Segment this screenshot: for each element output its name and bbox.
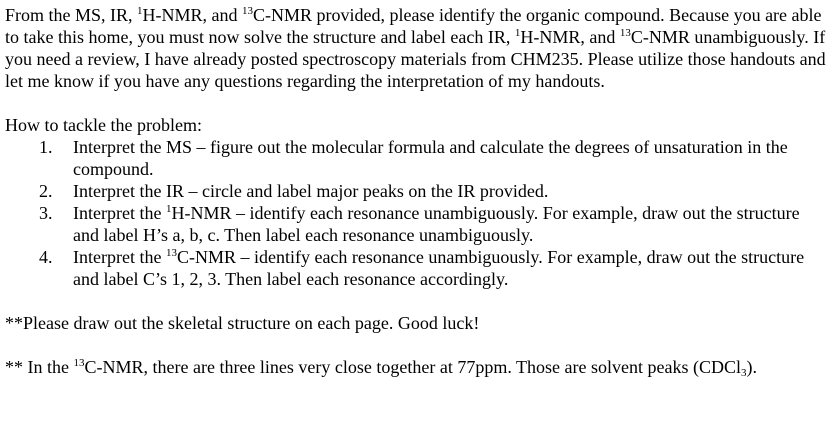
note-skeletal-structure: **Please draw out the skeletal structure on each page. Good luck! bbox=[5, 313, 480, 333]
steps-list bbox=[5, 136, 829, 290]
note2-text-2: C-NMR, there are three lines very close together at 77ppm. Those are solvent peaks (CDCl bbox=[84, 357, 741, 377]
step-item-1 bbox=[5, 136, 829, 180]
step-text: Interpret the IR – circle and label major peaks on the IR provided. bbox=[73, 181, 549, 201]
intro-text-3: C-NMR provided, please identify the organic compound. Because you are able to take this home, you must now solve the structure and label each IR, bbox=[5, 5, 822, 47]
step-number: 1. bbox=[39, 137, 53, 157]
superscript-13: 13 bbox=[242, 5, 254, 17]
intro-text-4: H-NMR, and bbox=[520, 27, 620, 47]
note2-superscript: 13 bbox=[73, 357, 85, 369]
step-text: Interpret the MS – figure out the molecular formula and calculate the degrees of unsaturation in the compound. bbox=[73, 137, 788, 179]
step-superscript: 1 bbox=[165, 203, 172, 215]
intro-text-2: H-NMR, and bbox=[142, 5, 243, 25]
note2-text-3: ). bbox=[746, 357, 757, 377]
step-number: 3. bbox=[39, 203, 53, 223]
howto-title: How to tackle the problem: bbox=[5, 115, 202, 135]
step-number: 2. bbox=[39, 181, 53, 201]
step-item-2 bbox=[5, 180, 829, 202]
note-solvent-peaks bbox=[5, 356, 829, 378]
step-text-pre: Interpret the bbox=[73, 203, 166, 223]
step-text: H-NMR – identify each resonance unambiguously. For example, draw out the structure and label H’s a, b, c. Then label each resonance unambiguously. bbox=[73, 203, 800, 245]
superscript-1b: 1 bbox=[514, 27, 521, 39]
step-item-3 bbox=[5, 202, 829, 246]
note2-subscript: 3 bbox=[740, 367, 747, 379]
intro-text-5: C-NMR unambiguously. If you need a review, I have already posted spectroscopy materials from CHM235. Please utilize those handouts and let me know if you have any questions regarding the interpretation of my handouts. bbox=[5, 27, 826, 91]
intro-paragraph bbox=[5, 4, 829, 92]
intro-text-1: From the MS, IR, bbox=[5, 5, 138, 25]
step-superscript: 13 bbox=[165, 247, 177, 259]
superscript-13b: 13 bbox=[619, 27, 631, 39]
note2-text-1: ** In the bbox=[5, 357, 74, 377]
step-text: C-NMR – identify each resonance unambiguously. For example, draw out the structure and label C’s 1, 2, 3. Then label each resonance accordingly. bbox=[73, 247, 805, 289]
superscript-1: 1 bbox=[137, 5, 143, 17]
step-item-4 bbox=[5, 246, 829, 290]
step-number: 4. bbox=[39, 247, 53, 267]
step-text-pre: Interpret the bbox=[73, 247, 166, 267]
